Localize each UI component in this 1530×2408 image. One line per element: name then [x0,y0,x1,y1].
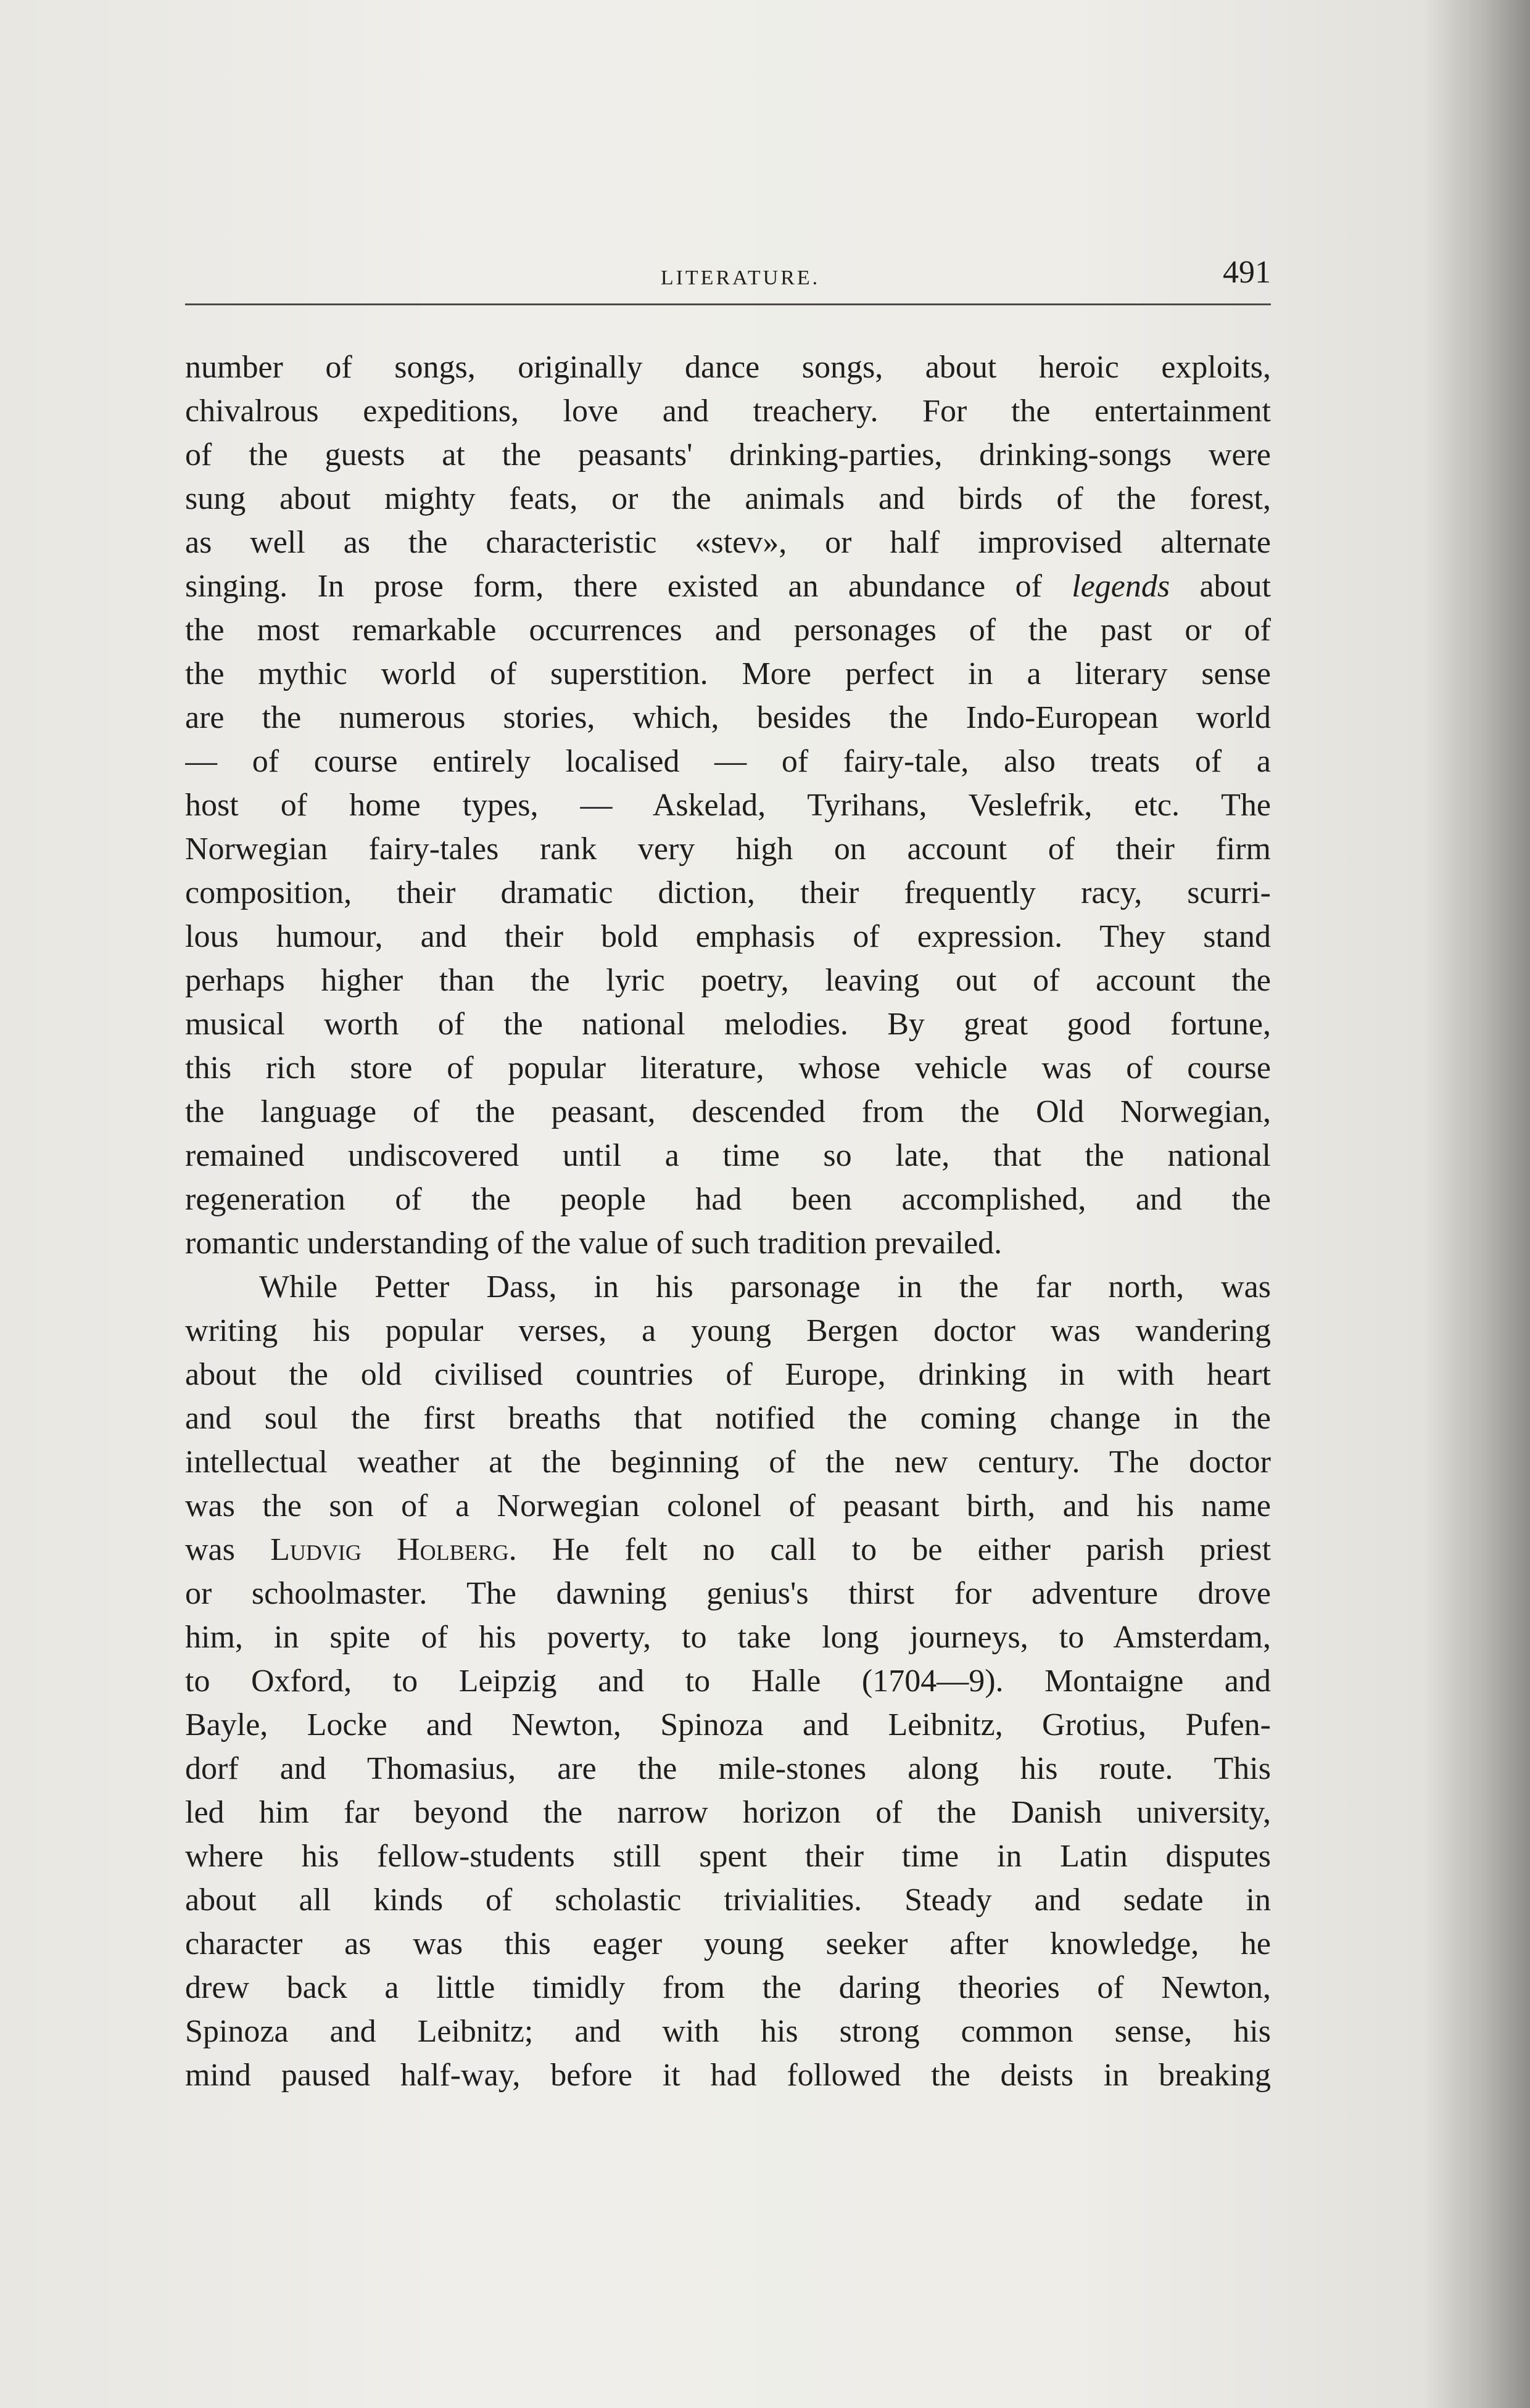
text-line-holberg [185,1528,1271,1572]
page-number: 491 [1223,255,1271,290]
text-line: the mythic world of superstition. More perfect in a literary sense [185,656,1271,691]
text-run: singing. In prose form, there existed an abundance of [185,569,1072,604]
text-line: led him far beyond the narrow horizon of the Danish university, [185,1795,1271,1830]
page-header [185,247,1271,302]
text-line: are the numerous stories, which, besides the Indo-European world [185,700,1271,735]
text-line: chivalrous expeditions, love and treachery. For the entertainment [185,394,1271,429]
text-line: perhaps higher than the lyric poetry, leaving out of account the [185,963,1271,998]
text-run: was [185,1532,271,1567]
text-line: intellectual weather at the beginning of the new century. The doctor [185,1445,1271,1480]
text-line: writing his popular verses, a young Bergen doctor was wandering [185,1313,1271,1348]
text-line: was the son of a Norwegian colonel of peasant birth, and his name [185,1488,1271,1524]
text-line: the most remarkable occurrences and personages of the past or of [185,612,1271,648]
text-line: dorf and Thomasius, are the mile-stones along his route. This [185,1751,1271,1786]
text-line: about the old civilised countries of Europe, drinking in with heart [185,1357,1271,1392]
text-run: . He felt no call to be either parish priest [508,1532,1271,1567]
text-line: Bayle, Locke and Newton, Spinoza and Leibnitz, Grotius, Pufen- [185,1707,1271,1742]
text-line: drew back a little timidly from the daring theories of Newton, [185,1970,1271,2005]
text-line: — of course entirely localised — of fairy-tale, also treats of a [185,744,1271,779]
text-line: sung about mighty feats, or the animals and birds of the forest, [185,481,1271,516]
text-line: regeneration of the people had been accomplished, and the [185,1182,1271,1217]
text-line: of the guests at the peasants' drinking-parties, drinking-songs were [185,437,1271,472]
running-head: LITERATURE. [660,266,821,289]
text-line: lous humour, and their bold emphasis of expression. They stand [185,919,1271,954]
text-line: host of home types, — Askelad, Tyrihans, Veslefrik, etc. The [185,788,1271,823]
text-run: about [1170,569,1271,604]
text-line: mind paused half-way, before it had followed the deists in breaking [185,2058,1271,2093]
text-line: him, in spite of his poverty, to take long journeys, to Amsterdam, [185,1620,1271,1655]
text-line: or schoolmaster. The dawning genius's thirst for adventure drove [185,1576,1271,1611]
text-line: this rich store of popular literature, whose vehicle was of course [185,1050,1271,1086]
small-caps-name: Ludvig Holberg [270,1532,509,1567]
text-line: about all kinds of scholastic trivialities. Steady and sedate in [185,1882,1271,1918]
text-line: to Oxford, to Leipzig and to Halle (1704—9). Montaigne and [185,1664,1271,1699]
book-page [185,247,1271,2093]
header-rule [185,303,1271,305]
paragraph-start-line: While Petter Dass, in his parsonage in the far north, was [259,1269,1271,1305]
paragraph-end-line: romantic understanding of the value of such tradition prevailed. [185,1226,1003,1261]
text-line: Spinoza and Leibnitz; and with his strong common sense, his [185,2014,1271,2049]
text-line: where his fellow-students still spent their time in Latin disputes [185,1839,1271,1874]
text-line: the language of the peasant, descended from the Old Norwegian, [185,1094,1271,1129]
text-line: and soul the first breaths that notified the coming change in the [185,1401,1271,1436]
text-line: musical worth of the national melodies. By great good fortune, [185,1007,1271,1042]
text-line-legends [185,564,1271,608]
text-line: composition, their dramatic diction, their frequently racy, scurri- [185,875,1271,910]
body-text [185,345,1271,2097]
text-line: Norwegian fairy-tales rank very high on account of their firm [185,831,1271,867]
text-line: as well as the characteristic «stev», or half improvised alternate [185,525,1271,560]
emphasis-legends: legends [1072,569,1170,604]
text-line: character as was this eager young seeker after knowledge, he [185,1926,1271,1961]
text-line: number of songs, originally dance songs, about heroic exploits, [185,350,1271,385]
text-line: remained undiscovered until a time so late, that the national [185,1138,1271,1173]
